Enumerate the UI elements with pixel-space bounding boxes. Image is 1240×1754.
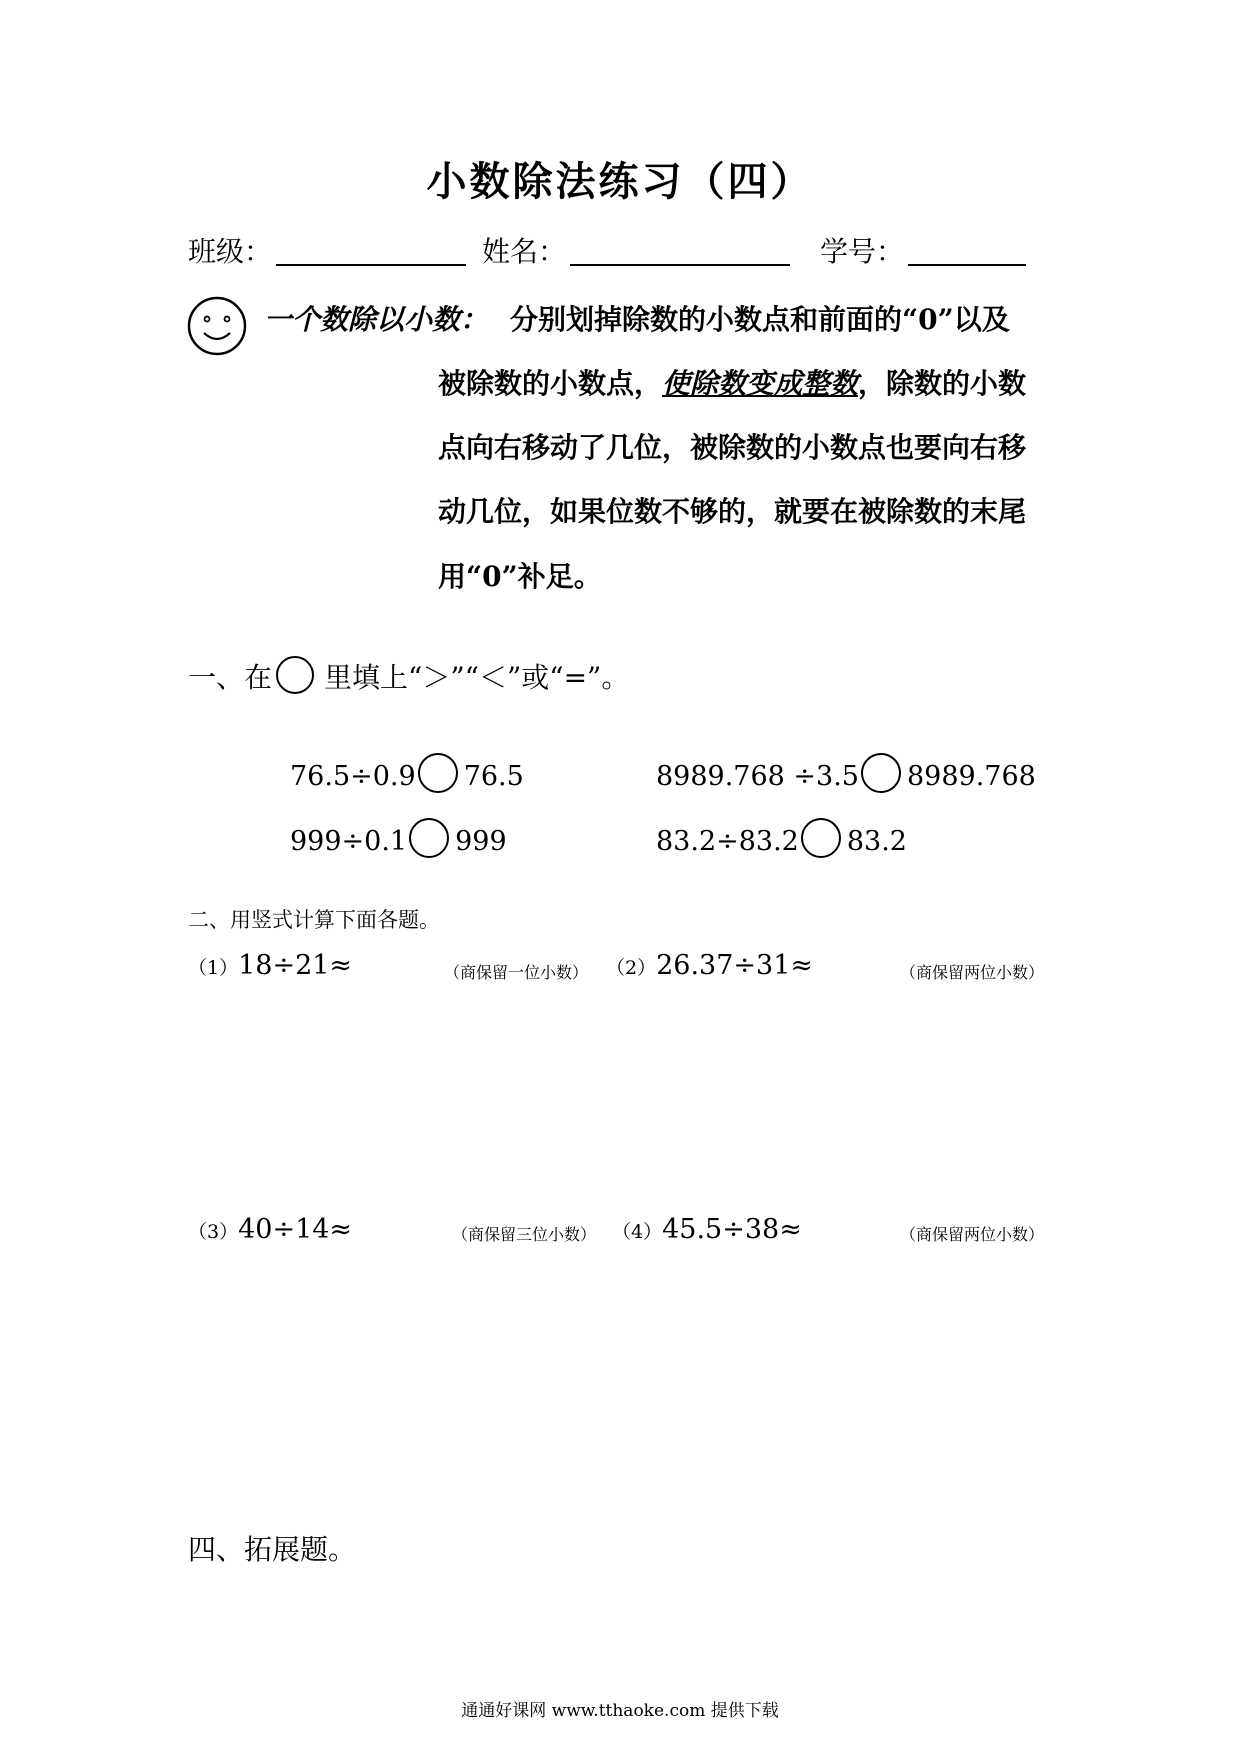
- rule-lead: 一个数除以小数：: [264, 303, 489, 336]
- problem-4: [612, 1214, 802, 1245]
- problem-note: （商保留三位小数）: [452, 1225, 597, 1244]
- section-2-heading: 二、用竖式计算下面各题。: [188, 908, 440, 932]
- rule-line-4: 动几位，如果位数不够的，就要在被除数的末尾: [438, 495, 1027, 528]
- compare-right: 8989.768: [906, 761, 1036, 792]
- problem-note: （商保留一位小数）: [444, 963, 589, 982]
- rule-line-2-post: ，除数的小数: [858, 367, 1027, 400]
- name-field[interactable]: [570, 234, 790, 266]
- problem-3: [188, 1214, 352, 1245]
- class-field[interactable]: [276, 234, 466, 266]
- section-1-post: 里填上“＞”“＜”或“=”。: [324, 661, 630, 694]
- compare-left: 83.2÷83.2: [656, 826, 799, 857]
- problem-expression: 18÷21≈: [238, 950, 353, 981]
- compare-right: 76.5: [463, 761, 524, 792]
- problem-note: （商保留两位小数）: [900, 1225, 1045, 1244]
- rule-line-2: [438, 362, 1026, 402]
- compare-circle[interactable]: [409, 818, 449, 858]
- number-field[interactable]: [908, 234, 1026, 266]
- rule-line-3: 点向右移动了几位，被除数的小数点也要向右移: [438, 431, 1027, 464]
- section-1-pre: 一、在: [188, 661, 273, 694]
- problem-number: （2）: [606, 957, 657, 979]
- compare-left: 999÷0.1: [290, 826, 408, 857]
- compare-circle[interactable]: [861, 753, 901, 793]
- compare-circle[interactable]: [801, 818, 841, 858]
- compare-circle[interactable]: [418, 753, 458, 793]
- compare-left: 8989.768 ÷3.5: [656, 761, 859, 792]
- compare-item: [290, 753, 524, 793]
- problem-1: [188, 950, 352, 981]
- footer: 通通好课网 www.tthaoke.com 提供下载: [461, 1701, 779, 1721]
- problem-note: （商保留两位小数）: [900, 963, 1045, 982]
- rule-line-2-underlined: 使除数变成整数: [662, 367, 859, 400]
- section-1-heading: [188, 656, 629, 696]
- problem-expression: 26.37÷31≈: [656, 950, 813, 981]
- problem-2: [606, 950, 813, 981]
- compare-item: [656, 818, 907, 858]
- compare-item: [290, 818, 507, 858]
- compare-item: [656, 753, 1036, 793]
- problem-expression: 45.5÷38≈: [662, 1214, 802, 1245]
- smiley-face-icon: [186, 295, 248, 357]
- section-4-heading: 四、拓展题。: [188, 1533, 357, 1566]
- page-title: 小数除法练习（四）: [426, 158, 814, 205]
- rule-line-5: 用“0”补足。: [438, 560, 602, 593]
- rule-line-1: 分别划掉除数的小数点和前面的“0”以及: [510, 303, 1010, 336]
- problem-number: （3）: [188, 1221, 239, 1243]
- compare-right: 83.2: [846, 826, 907, 857]
- rule-line-2-pre: 被除数的小数点，: [438, 367, 663, 400]
- problem-number: （1）: [188, 957, 239, 979]
- number-label: 学号：: [820, 235, 905, 268]
- circle-icon: [276, 656, 314, 694]
- compare-right: 999: [455, 826, 507, 857]
- problem-expression: 40÷14≈: [238, 1214, 353, 1245]
- problem-number: （4）: [612, 1221, 663, 1243]
- class-label: 班级：: [188, 235, 273, 268]
- name-label: 姓名：: [482, 235, 567, 268]
- compare-left: 76.5÷0.9: [290, 761, 416, 792]
